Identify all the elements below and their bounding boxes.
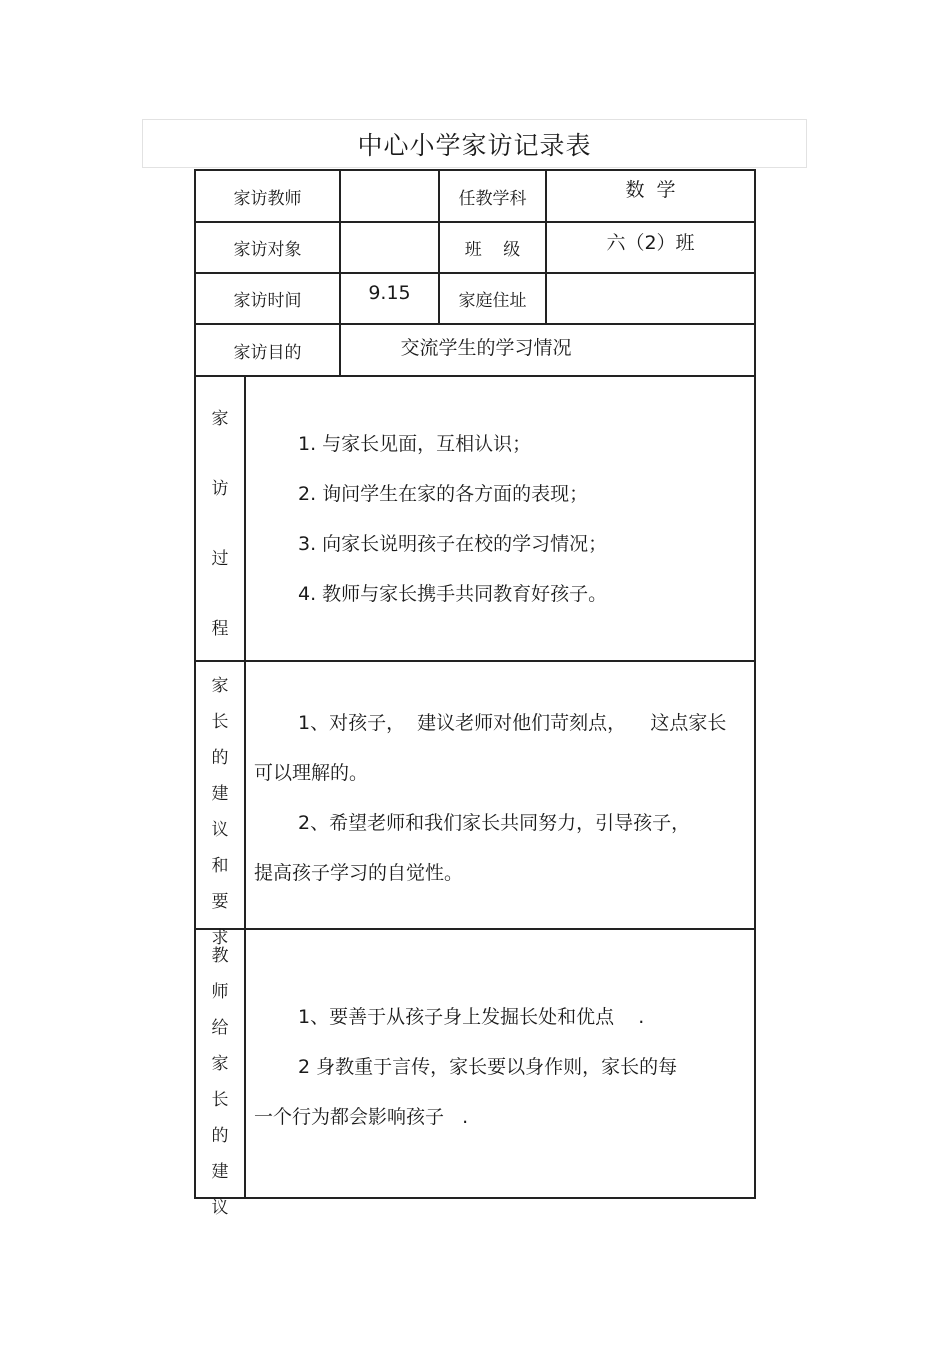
time-value[interactable]: 9.15	[368, 281, 411, 304]
subject-label: 任教学科	[458, 188, 527, 209]
parent-line: 提高孩子学习的自觉性。	[254, 862, 464, 884]
parent-label-char: 和	[211, 856, 229, 876]
process-line: 1. 与家长见面，互相认识；	[298, 433, 532, 455]
time-label: 家访时间	[233, 291, 302, 311]
teacher-line: 2 身教重于言传，家长要以身作则，家长的每	[298, 1056, 678, 1078]
parent-label-char: 求	[211, 928, 229, 948]
purpose-label: 家访目的	[233, 342, 302, 363]
process-line: 3. 向家长说明孩子在校的学习情况；	[298, 533, 608, 555]
teacher-label-char: 议	[211, 1198, 229, 1218]
parent-suggestions-content[interactable]	[254, 698, 754, 898]
process-line: 4. 教师与家长携手共同教育好孩子。	[298, 583, 608, 605]
process-line: 2. 询问学生在家的各方面的表现；	[298, 483, 589, 505]
parent-label-char: 建	[211, 784, 229, 804]
parent-line: 可以理解的。	[254, 762, 369, 784]
teacher-value[interactable]	[341, 171, 438, 221]
teacher-line: 1、要善于从孩子身上发掘长处和优点 .	[298, 1006, 645, 1028]
process-label-char: 家	[211, 409, 229, 429]
process-label-char: 程	[211, 619, 229, 639]
class-value[interactable]: 六（2）班	[606, 232, 695, 254]
teacher-label-char: 建	[211, 1162, 229, 1182]
teacher-label-char: 师	[211, 982, 229, 1002]
teacher-label-char: 给	[211, 1018, 229, 1038]
subject-value[interactable]: 数 学	[625, 178, 676, 201]
class-label: 班 级	[464, 240, 521, 260]
parent-line: 1、对孩子， 建议老师对他们苛刻点， 这点家长	[298, 712, 727, 734]
parent-label-char: 长	[211, 712, 229, 732]
visit-record-table	[194, 169, 756, 1218]
target-label: 家访对象	[233, 240, 302, 260]
teacher-label: 家访教师	[233, 188, 302, 209]
parent-label-char: 家	[211, 676, 229, 696]
parent-label-char: 要	[211, 892, 229, 912]
process-label-char: 访	[211, 479, 229, 499]
parent-line: 2、希望老师和我们家长共同努力，引导孩子，	[298, 812, 691, 834]
address-label: 家庭住址	[458, 291, 527, 311]
teacher-line: 一个行为都会影响孩子 .	[254, 1106, 469, 1128]
parent-label-char: 议	[211, 820, 229, 840]
parent-label-char: 的	[211, 748, 229, 768]
teacher-suggestions-content[interactable]	[254, 992, 754, 1142]
form-title: 中心小学家访记录表	[142, 119, 807, 168]
target-value[interactable]	[341, 223, 438, 272]
process-content[interactable]	[298, 419, 607, 619]
process-label	[196, 404, 244, 639]
purpose-value[interactable]: 交流学生的学习情况	[400, 336, 572, 359]
teacher-label-char: 教	[211, 946, 229, 966]
process-label-char: 过	[211, 549, 229, 569]
parent-suggestions-label	[196, 671, 244, 948]
teacher-label-char: 长	[211, 1090, 229, 1110]
teacher-label-char: 的	[211, 1126, 229, 1146]
teacher-label-char: 家	[211, 1054, 229, 1074]
address-value[interactable]	[547, 274, 754, 323]
teacher-suggestions-label	[196, 941, 244, 1218]
